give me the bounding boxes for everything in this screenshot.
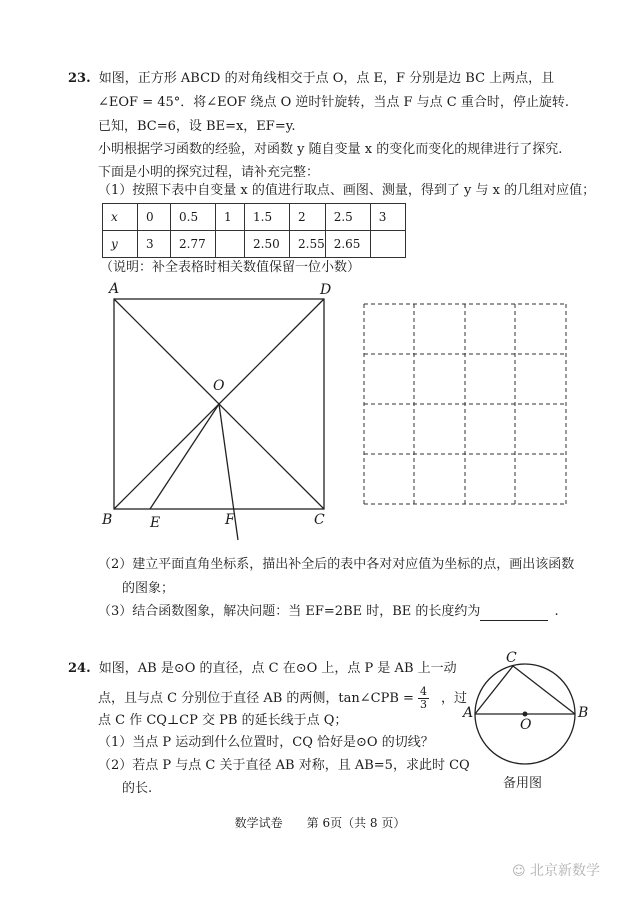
q24-line-3: 点 C 作 CQ⊥CP 交 PB 的延长线于点 Q； — [98, 713, 348, 728]
q24-text-1: 如图，AB 是⊙O 的直径，点 C 在⊙O 上，点 P 是 AB 上一动 — [98, 661, 457, 676]
table-cell: 2.65 — [325, 231, 370, 258]
label-c: C — [314, 512, 325, 528]
wechat-icon: ☺ — [512, 864, 526, 879]
label-a: A — [109, 281, 120, 297]
table-cell: 0 — [138, 204, 171, 231]
table-cell: 1.5 — [245, 204, 290, 231]
table-cell: 2.5 — [325, 204, 370, 231]
chord-cb — [513, 666, 575, 714]
q23-line-5: 下面是小明的探究过程，请补充完整： — [98, 165, 320, 180]
fraction-numerator: 4 — [419, 685, 427, 698]
fraction-denominator: 3 — [419, 698, 427, 711]
watermark — [512, 860, 600, 880]
table-cell: 0.5 — [171, 204, 216, 231]
q24-part-1: （1）当点 P 运动到什么位置时，CQ 恰好是⊙O 的切线？ — [98, 735, 434, 750]
q23-line-4: 小明根据学习函数的经验，对函数 y 随自变量 x 的变化而变化的规律进行了探究. — [98, 142, 563, 157]
table-header-y: y — [103, 231, 138, 258]
q23-line-3: 已知，BC=6，设 BE=x，EF=y. — [98, 119, 296, 134]
table-cell: 2.50 — [245, 231, 290, 258]
q23-part-1: （1）按照下表中自变量 x 的值进行取点、画图、测量，得到了 y 与 x 的几组对应值； — [98, 183, 596, 198]
q24-part-2-cont: 的长. — [122, 781, 153, 796]
circle-label-a: A — [463, 705, 474, 721]
q23-text-1: 如图，正方形 ABCD 的对角线相交于点 O，点 E，F 分别是边 BC 上两点，且 — [98, 71, 555, 86]
q23-part-2: （2）建立平面直角坐标系，描出补全后的表中各对对应值为坐标的点，画出该函数 — [98, 557, 575, 572]
q23-part-3-text: （3）结合函数图象，解决问题：当 EF=2BE 时，BE 的长度约为 — [98, 604, 481, 619]
label-e: E — [150, 515, 161, 531]
circle-label-b: B — [578, 705, 589, 721]
q23-number: 23. — [68, 71, 91, 86]
q23-part-2-cont: 的图象； — [122, 581, 175, 596]
table-cell: 1 — [216, 204, 245, 231]
q23-line-2: ∠EOF = 45°．将∠EOF 绕点 O 逆时针旋转，当点 F 与点 C 重合时，停止旋转. — [98, 95, 570, 110]
q24-text-2b: ，过 — [440, 691, 467, 706]
circle-label-o: O — [520, 717, 532, 733]
q24-part-2: （2）若点 P 与点 C 关于直径 AB 对称，且 AB=5，求此时 CQ — [98, 758, 470, 773]
table-cell: 2.55 — [290, 231, 326, 258]
table-note: （说明：补全表格时相关数值保留一位小数） — [100, 260, 361, 275]
circle-label-c: C — [506, 650, 517, 666]
label-o: O — [213, 378, 225, 394]
figure-caption: 备用图 — [503, 776, 543, 791]
table-header-x: x — [103, 204, 138, 231]
watermark-text: 北京新数学 — [530, 863, 601, 879]
page-footer: 数学试卷 第 6页（共 8 页） — [234, 816, 406, 830]
center-point — [523, 712, 528, 717]
label-b: B — [102, 512, 113, 528]
label-f: F — [225, 512, 235, 528]
table-cell: 2.77 — [171, 231, 216, 258]
q23-part-3-end: . — [554, 604, 559, 619]
q24-number: 24. — [68, 661, 91, 676]
table-cell: 3 — [370, 204, 405, 231]
table-cell: 2 — [290, 204, 326, 231]
table-cell: 3 — [138, 231, 171, 258]
q24-text-2a: 点，且与点 C 分别位于直径 AB 的两侧，tan∠CPB = — [98, 691, 414, 706]
label-d: D — [320, 282, 332, 298]
